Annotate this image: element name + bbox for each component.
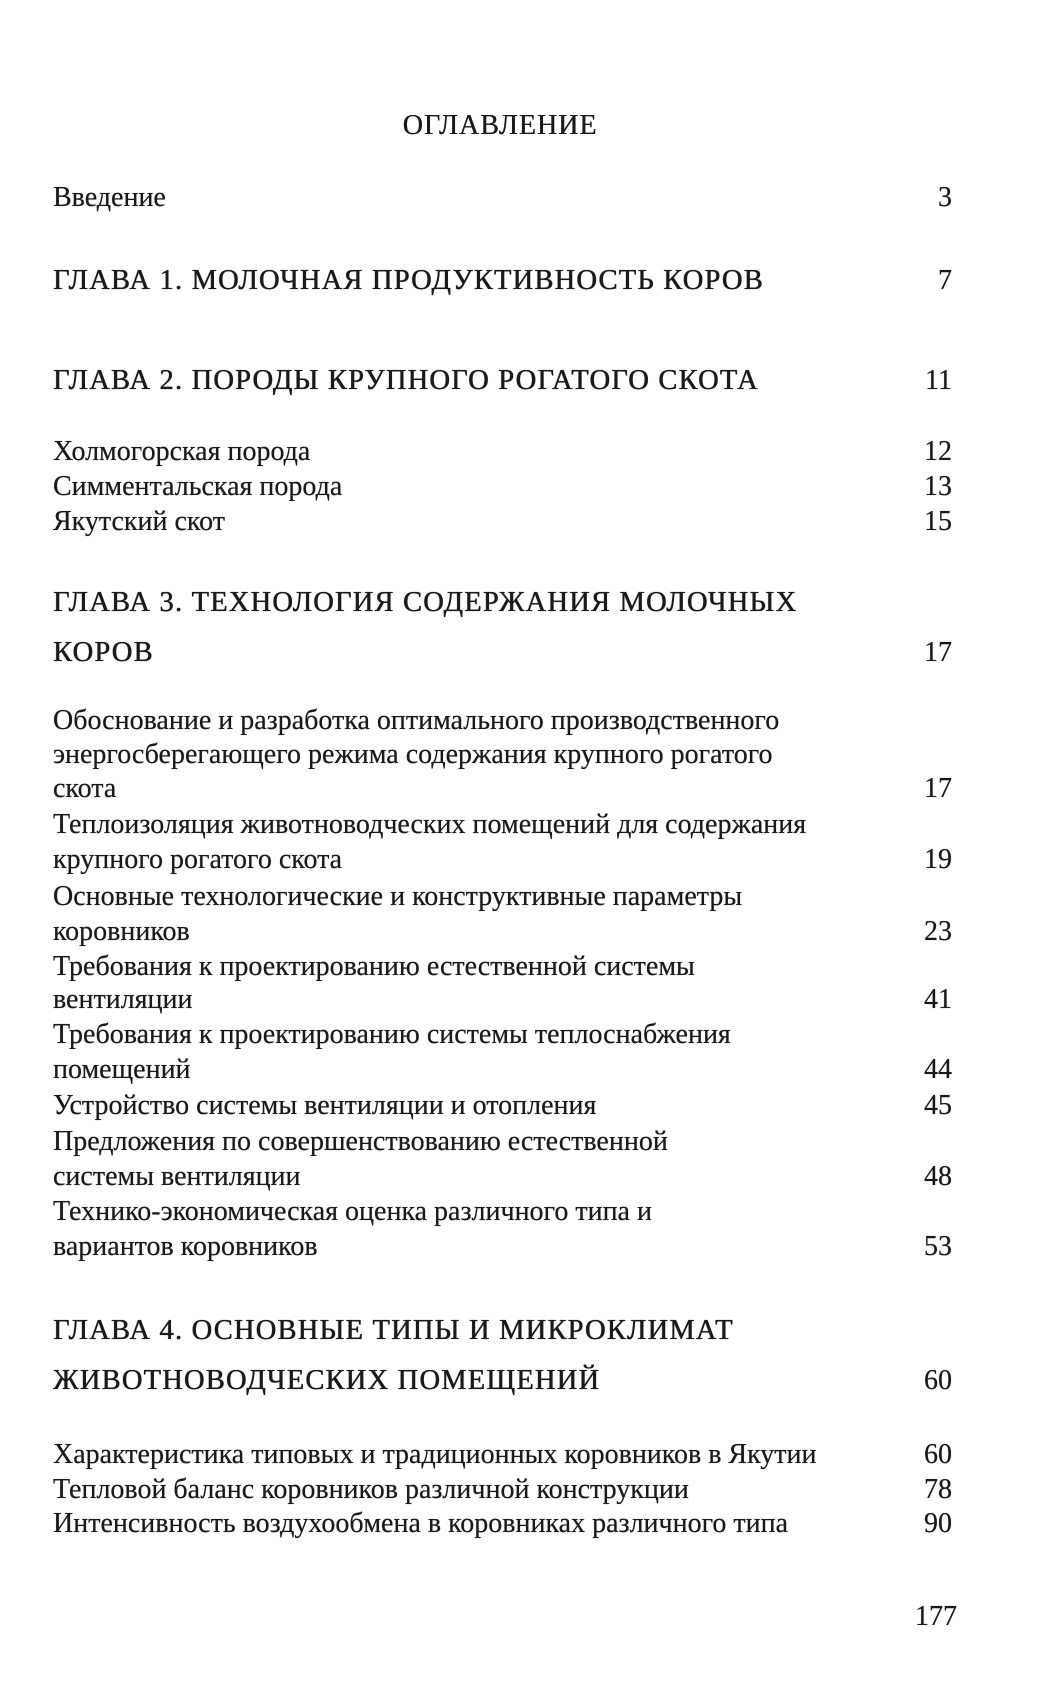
chapter-2-title[interactable]: ГЛАВА 2. ПОРОДЫ КРУПНОГО РОГАТОГО СКОТА	[53, 365, 759, 396]
section-entry[interactable]: крупного рогатого скота	[53, 844, 343, 875]
section-entry[interactable]: Технико-экономическая оценка различного типа и	[53, 1196, 652, 1227]
section-page: 17	[924, 773, 952, 804]
toc-intro-label[interactable]: Введение	[53, 182, 166, 213]
page-number: 177	[915, 1601, 957, 1632]
section-page: 44	[924, 1054, 952, 1085]
toc-intro-page: 3	[938, 182, 952, 213]
section-entry[interactable]: системы вентиляции	[53, 1161, 301, 1192]
section-page: 15	[924, 506, 952, 537]
section-entry[interactable]: помещений	[53, 1054, 191, 1085]
chapter-4-page: 60	[924, 1365, 952, 1396]
section-entry[interactable]: энергосберегающего режима содержания крупного рогатого	[53, 739, 773, 770]
chapter-4-title-cont[interactable]: ЖИВОТНОВОДЧЕСКИХ ПОМЕЩЕНИЙ	[53, 1365, 601, 1396]
section-page: 41	[924, 984, 952, 1015]
section-entry[interactable]: коровников	[53, 916, 190, 947]
chapter-1-page: 7	[938, 265, 952, 296]
section-page: 60	[924, 1439, 952, 1470]
chapter-2-page: 11	[925, 365, 952, 396]
chapter-3-title-cont[interactable]: КОРОВ	[53, 637, 154, 668]
section-entry[interactable]: Якутский скот	[53, 506, 225, 537]
chapter-1-title[interactable]: ГЛАВА 1. МОЛОЧНАЯ ПРОДУКТИВНОСТЬ КОРОВ	[53, 265, 764, 296]
chapter-3-title[interactable]: ГЛАВА 3. ТЕХНОЛОГИЯ СОДЕРЖАНИЯ МОЛОЧНЫХ	[53, 587, 798, 618]
section-entry[interactable]: Основные технологические и конструктивные параметры	[53, 881, 743, 912]
section-entry[interactable]: Обоснование и разработка оптимального производственного	[53, 705, 780, 736]
chapter-3-page: 17	[924, 637, 952, 668]
section-page: 19	[924, 844, 952, 875]
section-entry[interactable]: Симментальская порода	[53, 471, 343, 502]
section-page: 48	[924, 1161, 952, 1192]
section-entry[interactable]: Тепловой баланс коровников различной конструкции	[53, 1474, 689, 1505]
section-entry[interactable]: Теплоизоляция животноводческих помещений для содержания	[53, 809, 807, 840]
section-entry[interactable]: Требования к проектированию естественной системы	[53, 951, 695, 982]
section-page: 53	[924, 1231, 952, 1262]
section-page: 45	[924, 1090, 952, 1121]
section-page: 12	[924, 436, 952, 467]
chapter-4-title[interactable]: ГЛАВА 4. ОСНОВНЫЕ ТИПЫ И МИКРОКЛИМАТ	[53, 1315, 734, 1346]
section-page: 78	[924, 1474, 952, 1505]
section-entry[interactable]: Холмогорская порода	[53, 436, 311, 467]
section-entry[interactable]: Предложения по совершенствованию естественной	[53, 1126, 668, 1157]
toc-title: ОГЛАВЛЕНИЕ	[402, 110, 598, 141]
section-page: 90	[924, 1508, 952, 1539]
section-page: 13	[924, 471, 952, 502]
section-entry[interactable]: Характеристика типовых и традиционных коровников в Якутии	[53, 1439, 817, 1470]
section-page: 23	[924, 916, 952, 947]
section-entry[interactable]: скота	[53, 773, 117, 804]
section-entry[interactable]: Устройство системы вентиляции и отопления	[53, 1090, 597, 1121]
section-entry[interactable]: вентиляции	[53, 984, 193, 1015]
section-entry[interactable]: Требования к проектированию системы теплоснабжения	[53, 1019, 731, 1050]
section-entry[interactable]: вариантов коровников	[53, 1231, 318, 1262]
section-entry[interactable]: Интенсивность воздухообмена в коровниках различного типа	[53, 1508, 789, 1539]
